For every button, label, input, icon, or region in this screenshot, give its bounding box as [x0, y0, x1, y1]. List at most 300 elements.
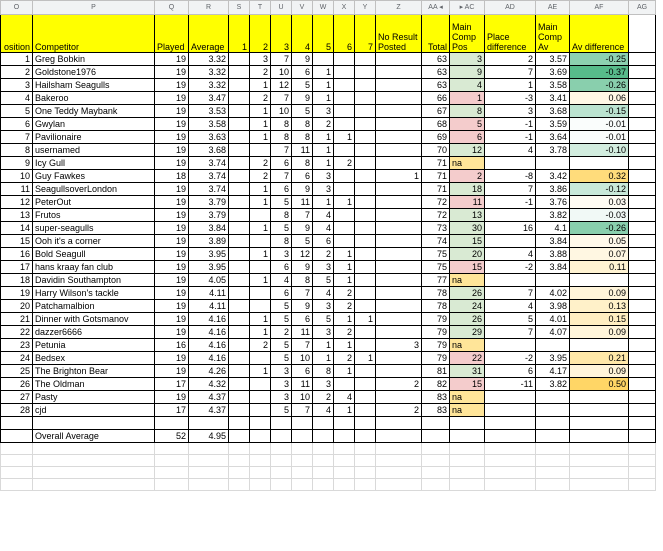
- table-cell[interactable]: 2: [313, 391, 334, 404]
- table-cell[interactable]: 3: [313, 261, 334, 274]
- table-cell[interactable]: 83: [422, 404, 450, 417]
- table-cell[interactable]: [250, 261, 271, 274]
- table-cell[interactable]: 4: [334, 391, 355, 404]
- table-cell[interactable]: [355, 79, 376, 92]
- header-cell[interactable]: 6: [334, 15, 355, 53]
- table-cell[interactable]: 1: [250, 326, 271, 339]
- table-cell[interactable]: 9: [1, 157, 33, 170]
- table-cell[interactable]: hans kraay fan club: [33, 261, 155, 274]
- table-cell[interactable]: 5: [292, 105, 313, 118]
- table-cell[interactable]: 83: [422, 391, 450, 404]
- table-cell[interactable]: 5: [271, 196, 292, 209]
- table-cell[interactable]: [629, 365, 656, 378]
- header-cell[interactable]: 1: [229, 15, 250, 53]
- header-cell[interactable]: 5: [313, 15, 334, 53]
- table-cell[interactable]: 19: [155, 248, 189, 261]
- table-cell[interactable]: 7: [1, 131, 33, 144]
- table-cell[interactable]: Greg Bobkin: [33, 53, 155, 66]
- header-cell[interactable]: [629, 15, 656, 53]
- table-cell[interactable]: 4: [485, 144, 536, 157]
- table-cell[interactable]: [229, 222, 250, 235]
- table-cell[interactable]: [376, 455, 422, 467]
- table-cell[interactable]: 2: [334, 352, 355, 365]
- table-cell[interactable]: [355, 196, 376, 209]
- table-cell[interactable]: 1: [334, 339, 355, 352]
- table-cell[interactable]: [570, 455, 629, 467]
- table-cell[interactable]: 6: [292, 365, 313, 378]
- table-cell[interactable]: [250, 479, 271, 491]
- table-cell[interactable]: [536, 430, 570, 443]
- table-cell[interactable]: [376, 313, 422, 326]
- table-cell[interactable]: SeagullsoverLondon: [33, 183, 155, 196]
- table-cell[interactable]: 1: [250, 222, 271, 235]
- table-cell[interactable]: 5: [292, 235, 313, 248]
- table-cell[interactable]: Petunia: [33, 339, 155, 352]
- table-cell[interactable]: [334, 183, 355, 196]
- table-cell[interactable]: [292, 443, 313, 455]
- table-cell[interactable]: 0.15: [570, 313, 629, 326]
- table-cell[interactable]: [355, 455, 376, 467]
- table-cell[interactable]: 1: [313, 339, 334, 352]
- table-cell[interactable]: 5: [313, 274, 334, 287]
- table-cell[interactable]: 79: [422, 313, 450, 326]
- table-cell[interactable]: 19: [155, 261, 189, 274]
- table-cell[interactable]: [355, 248, 376, 261]
- table-cell[interactable]: The Oldman: [33, 378, 155, 391]
- table-cell[interactable]: 7: [271, 170, 292, 183]
- table-cell[interactable]: [229, 66, 250, 79]
- table-cell[interactable]: [629, 287, 656, 300]
- table-cell[interactable]: 16: [485, 222, 536, 235]
- table-cell[interactable]: [629, 53, 656, 66]
- table-cell[interactable]: -0.01: [570, 131, 629, 144]
- table-cell[interactable]: 1: [334, 404, 355, 417]
- table-cell[interactable]: [229, 105, 250, 118]
- table-cell[interactable]: [355, 118, 376, 131]
- header-cell[interactable]: 2: [250, 15, 271, 53]
- table-cell[interactable]: 4: [313, 287, 334, 300]
- table-cell[interactable]: [271, 467, 292, 479]
- table-cell[interactable]: 3.32: [189, 66, 229, 79]
- table-cell[interactable]: 7: [485, 66, 536, 79]
- table-cell[interactable]: 27: [1, 391, 33, 404]
- header-cell[interactable]: Main Comp Pos: [450, 15, 485, 53]
- table-cell[interactable]: 26: [450, 287, 485, 300]
- table-cell[interactable]: 19: [155, 300, 189, 313]
- table-cell[interactable]: 20: [450, 248, 485, 261]
- table-cell[interactable]: [155, 417, 189, 430]
- table-cell[interactable]: 2: [334, 326, 355, 339]
- table-cell[interactable]: na: [450, 391, 485, 404]
- table-cell[interactable]: [229, 157, 250, 170]
- table-cell[interactable]: 3.84: [536, 235, 570, 248]
- table-cell[interactable]: [229, 313, 250, 326]
- table-cell[interactable]: 2: [271, 326, 292, 339]
- table-cell[interactable]: 3: [271, 378, 292, 391]
- table-cell[interactable]: [570, 339, 629, 352]
- table-cell[interactable]: [155, 479, 189, 491]
- table-cell[interactable]: 10: [292, 352, 313, 365]
- table-cell[interactable]: -1: [485, 196, 536, 209]
- table-cell[interactable]: [355, 287, 376, 300]
- table-cell[interactable]: 1: [334, 274, 355, 287]
- table-cell[interactable]: [629, 235, 656, 248]
- table-cell[interactable]: [629, 455, 656, 467]
- table-cell[interactable]: 5: [271, 352, 292, 365]
- column-header[interactable]: R: [189, 1, 229, 15]
- table-cell[interactable]: 1: [313, 157, 334, 170]
- table-cell[interactable]: Patchamalbion: [33, 300, 155, 313]
- table-cell[interactable]: [250, 144, 271, 157]
- table-cell[interactable]: 23: [1, 339, 33, 352]
- table-cell[interactable]: 4: [313, 404, 334, 417]
- table-cell[interactable]: Harry Wilson's tackle: [33, 287, 155, 300]
- table-cell[interactable]: 19: [155, 313, 189, 326]
- table-cell[interactable]: 3.58: [536, 79, 570, 92]
- table-cell[interactable]: 9: [292, 53, 313, 66]
- table-cell[interactable]: [355, 222, 376, 235]
- table-cell[interactable]: 7: [292, 287, 313, 300]
- table-cell[interactable]: 8: [271, 118, 292, 131]
- table-cell[interactable]: 5: [271, 300, 292, 313]
- table-cell[interactable]: [292, 455, 313, 467]
- table-cell[interactable]: 5: [271, 313, 292, 326]
- table-cell[interactable]: [376, 352, 422, 365]
- table-cell[interactable]: [629, 66, 656, 79]
- table-cell[interactable]: [536, 404, 570, 417]
- table-cell[interactable]: [536, 157, 570, 170]
- table-cell[interactable]: 72: [422, 196, 450, 209]
- table-cell[interactable]: 77: [422, 274, 450, 287]
- table-cell[interactable]: 1: [250, 183, 271, 196]
- table-cell[interactable]: [229, 79, 250, 92]
- table-cell[interactable]: 2: [1, 66, 33, 79]
- header-cell[interactable]: Competitor: [33, 15, 155, 53]
- table-cell[interactable]: 2: [250, 170, 271, 183]
- table-cell[interactable]: 8: [271, 209, 292, 222]
- table-cell[interactable]: 0.32: [570, 170, 629, 183]
- table-cell[interactable]: [1, 467, 33, 479]
- table-cell[interactable]: [355, 479, 376, 491]
- table-cell[interactable]: [155, 443, 189, 455]
- table-cell[interactable]: [271, 430, 292, 443]
- table-cell[interactable]: [376, 479, 422, 491]
- table-cell[interactable]: [422, 417, 450, 430]
- table-cell[interactable]: 7: [271, 144, 292, 157]
- table-cell[interactable]: 18: [1, 274, 33, 287]
- table-cell[interactable]: 2: [250, 92, 271, 105]
- table-cell[interactable]: 6: [271, 287, 292, 300]
- table-cell[interactable]: 4.02: [536, 287, 570, 300]
- table-cell[interactable]: 6: [450, 131, 485, 144]
- table-cell[interactable]: 9: [292, 92, 313, 105]
- table-cell[interactable]: 12: [1, 196, 33, 209]
- table-cell[interactable]: [536, 391, 570, 404]
- table-cell[interactable]: [629, 261, 656, 274]
- table-cell[interactable]: 24: [450, 300, 485, 313]
- table-cell[interactable]: [355, 378, 376, 391]
- table-cell[interactable]: 4.37: [189, 391, 229, 404]
- table-cell[interactable]: [629, 105, 656, 118]
- table-cell[interactable]: 19: [155, 391, 189, 404]
- table-cell[interactable]: [376, 430, 422, 443]
- table-cell[interactable]: [485, 157, 536, 170]
- table-cell[interactable]: 15: [1, 235, 33, 248]
- table-cell[interactable]: 79: [422, 352, 450, 365]
- table-cell[interactable]: [229, 326, 250, 339]
- table-cell[interactable]: 19: [155, 209, 189, 222]
- table-cell[interactable]: 4.26: [189, 365, 229, 378]
- table-cell[interactable]: 26: [450, 313, 485, 326]
- table-cell[interactable]: [536, 274, 570, 287]
- table-cell[interactable]: 19: [155, 365, 189, 378]
- table-cell[interactable]: 12: [450, 144, 485, 157]
- table-cell[interactable]: 3.42: [536, 170, 570, 183]
- table-cell[interactable]: 14: [1, 222, 33, 235]
- table-cell[interactable]: [376, 92, 422, 105]
- table-cell[interactable]: [334, 467, 355, 479]
- table-cell[interactable]: 1: [250, 248, 271, 261]
- table-cell[interactable]: Dinner with Gotsmanov: [33, 313, 155, 326]
- table-cell[interactable]: [250, 417, 271, 430]
- table-cell[interactable]: 1: [250, 118, 271, 131]
- table-cell[interactable]: 11: [450, 196, 485, 209]
- table-cell[interactable]: [629, 404, 656, 417]
- table-cell[interactable]: 11: [292, 196, 313, 209]
- table-cell[interactable]: 4.16: [189, 313, 229, 326]
- table-cell[interactable]: 5: [450, 118, 485, 131]
- table-cell[interactable]: 16: [1, 248, 33, 261]
- column-header[interactable]: Q: [155, 1, 189, 15]
- table-cell[interactable]: [376, 391, 422, 404]
- table-cell[interactable]: [229, 92, 250, 105]
- table-cell[interactable]: 2: [376, 404, 422, 417]
- table-cell[interactable]: 81: [422, 365, 450, 378]
- table-cell[interactable]: [334, 53, 355, 66]
- table-cell[interactable]: [334, 430, 355, 443]
- table-cell[interactable]: 12: [271, 79, 292, 92]
- table-cell[interactable]: [229, 274, 250, 287]
- table-cell[interactable]: 11: [292, 378, 313, 391]
- table-cell[interactable]: 5: [292, 79, 313, 92]
- table-cell[interactable]: -2: [485, 352, 536, 365]
- table-cell[interactable]: 4.16: [189, 339, 229, 352]
- table-cell[interactable]: Bedsex: [33, 352, 155, 365]
- table-cell[interactable]: 8: [292, 157, 313, 170]
- table-cell[interactable]: na: [450, 157, 485, 170]
- table-cell[interactable]: [313, 53, 334, 66]
- table-cell[interactable]: [334, 144, 355, 157]
- table-cell[interactable]: -0.26: [570, 79, 629, 92]
- table-cell[interactable]: 3.74: [189, 183, 229, 196]
- table-cell[interactable]: [292, 430, 313, 443]
- table-cell[interactable]: 7: [485, 287, 536, 300]
- table-cell[interactable]: [629, 209, 656, 222]
- table-cell[interactable]: Goldstone1976: [33, 66, 155, 79]
- table-cell[interactable]: [570, 467, 629, 479]
- table-cell[interactable]: 28: [1, 404, 33, 417]
- table-cell[interactable]: 1: [334, 313, 355, 326]
- column-header[interactable]: AF: [570, 1, 629, 15]
- table-cell[interactable]: [292, 417, 313, 430]
- table-cell[interactable]: [629, 131, 656, 144]
- table-cell[interactable]: 0.09: [570, 287, 629, 300]
- table-cell[interactable]: [229, 479, 250, 491]
- table-cell[interactable]: 30: [450, 222, 485, 235]
- table-cell[interactable]: [250, 443, 271, 455]
- table-cell[interactable]: 31: [450, 365, 485, 378]
- table-cell[interactable]: [334, 417, 355, 430]
- table-cell[interactable]: [355, 300, 376, 313]
- table-cell[interactable]: 3.88: [536, 248, 570, 261]
- table-cell[interactable]: 6: [292, 66, 313, 79]
- table-cell[interactable]: 22: [1, 326, 33, 339]
- table-cell[interactable]: [570, 443, 629, 455]
- table-cell[interactable]: [334, 235, 355, 248]
- table-cell[interactable]: [334, 443, 355, 455]
- table-cell[interactable]: 15: [450, 378, 485, 391]
- table-cell[interactable]: 26: [1, 378, 33, 391]
- table-cell[interactable]: Davidin Southampton: [33, 274, 155, 287]
- table-cell[interactable]: [570, 417, 629, 430]
- table-cell[interactable]: [485, 274, 536, 287]
- table-cell[interactable]: [250, 235, 271, 248]
- header-cell[interactable]: Av difference: [570, 15, 629, 53]
- table-cell[interactable]: [536, 455, 570, 467]
- table-cell[interactable]: 71: [422, 157, 450, 170]
- table-cell[interactable]: [629, 300, 656, 313]
- table-cell[interactable]: [334, 479, 355, 491]
- table-cell[interactable]: 3.95: [189, 248, 229, 261]
- header-cell[interactable]: Place difference: [485, 15, 536, 53]
- table-cell[interactable]: 3.32: [189, 53, 229, 66]
- table-cell[interactable]: 78: [422, 287, 450, 300]
- table-cell[interactable]: [629, 391, 656, 404]
- table-cell[interactable]: 75: [422, 261, 450, 274]
- column-header[interactable]: AG: [629, 1, 656, 15]
- table-cell[interactable]: 7: [271, 92, 292, 105]
- table-cell[interactable]: Bold Seagull: [33, 248, 155, 261]
- table-cell[interactable]: [355, 92, 376, 105]
- column-header[interactable]: P: [33, 1, 155, 15]
- table-cell[interactable]: [450, 443, 485, 455]
- table-cell[interactable]: [570, 274, 629, 287]
- table-cell[interactable]: [376, 53, 422, 66]
- table-cell[interactable]: 1: [334, 196, 355, 209]
- table-cell[interactable]: [570, 404, 629, 417]
- table-cell[interactable]: [376, 235, 422, 248]
- table-cell[interactable]: dazzer6666: [33, 326, 155, 339]
- table-cell[interactable]: [33, 467, 155, 479]
- header-cell[interactable]: Played: [155, 15, 189, 53]
- table-cell[interactable]: 63: [422, 53, 450, 66]
- table-cell[interactable]: 67: [422, 105, 450, 118]
- column-header[interactable]: AD: [485, 1, 536, 15]
- table-cell[interactable]: 19: [155, 183, 189, 196]
- column-header[interactable]: S: [229, 1, 250, 15]
- table-cell[interactable]: 66: [422, 92, 450, 105]
- column-header[interactable]: U: [271, 1, 292, 15]
- table-cell[interactable]: 1: [334, 248, 355, 261]
- table-cell[interactable]: 6: [292, 313, 313, 326]
- table-cell[interactable]: [376, 144, 422, 157]
- table-cell[interactable]: [422, 455, 450, 467]
- table-cell[interactable]: 19: [155, 105, 189, 118]
- table-cell[interactable]: [229, 339, 250, 352]
- table-cell[interactable]: Bakeroo: [33, 92, 155, 105]
- table-cell[interactable]: 3: [313, 105, 334, 118]
- table-cell[interactable]: 3.57: [536, 53, 570, 66]
- table-cell[interactable]: 13: [450, 209, 485, 222]
- table-cell[interactable]: [536, 443, 570, 455]
- table-cell[interactable]: [334, 79, 355, 92]
- table-cell[interactable]: [376, 131, 422, 144]
- table-cell[interactable]: [229, 53, 250, 66]
- table-cell[interactable]: 1: [334, 131, 355, 144]
- table-cell[interactable]: 3.79: [189, 209, 229, 222]
- table-cell[interactable]: [189, 479, 229, 491]
- table-cell[interactable]: 1: [250, 79, 271, 92]
- table-cell[interactable]: [485, 455, 536, 467]
- table-cell[interactable]: [450, 467, 485, 479]
- table-cell[interactable]: [376, 222, 422, 235]
- table-cell[interactable]: 5: [313, 313, 334, 326]
- table-cell[interactable]: na: [450, 274, 485, 287]
- table-cell[interactable]: [355, 467, 376, 479]
- table-cell[interactable]: 3: [485, 105, 536, 118]
- table-cell[interactable]: [376, 79, 422, 92]
- table-cell[interactable]: 5: [1, 105, 33, 118]
- table-cell[interactable]: [629, 118, 656, 131]
- table-cell[interactable]: 19: [155, 79, 189, 92]
- table-cell[interactable]: 11: [1, 183, 33, 196]
- header-cell[interactable]: 7: [355, 15, 376, 53]
- table-cell[interactable]: 9: [292, 222, 313, 235]
- table-cell[interactable]: 2: [334, 157, 355, 170]
- table-cell[interactable]: [485, 391, 536, 404]
- table-cell[interactable]: [629, 326, 656, 339]
- table-cell[interactable]: [250, 352, 271, 365]
- table-cell[interactable]: [355, 391, 376, 404]
- table-cell[interactable]: [313, 430, 334, 443]
- table-cell[interactable]: 19: [155, 118, 189, 131]
- table-cell[interactable]: 6: [271, 261, 292, 274]
- table-cell[interactable]: [189, 455, 229, 467]
- table-cell[interactable]: [334, 118, 355, 131]
- table-cell[interactable]: 3.84: [536, 261, 570, 274]
- table-cell[interactable]: [450, 479, 485, 491]
- table-cell[interactable]: 7: [485, 326, 536, 339]
- table-cell[interactable]: 5: [271, 339, 292, 352]
- table-cell[interactable]: [229, 430, 250, 443]
- table-cell[interactable]: 3.82: [536, 378, 570, 391]
- table-cell[interactable]: [536, 479, 570, 491]
- table-cell[interactable]: 19: [155, 53, 189, 66]
- table-cell[interactable]: 70: [422, 144, 450, 157]
- table-cell[interactable]: [629, 144, 656, 157]
- table-cell[interactable]: 9: [292, 300, 313, 313]
- table-cell[interactable]: [250, 209, 271, 222]
- header-cell[interactable]: Main Comp Av: [536, 15, 570, 53]
- table-cell[interactable]: 2: [334, 300, 355, 313]
- table-cell[interactable]: 2: [334, 287, 355, 300]
- table-cell[interactable]: [355, 144, 376, 157]
- table-cell[interactable]: -0.01: [570, 118, 629, 131]
- table-cell[interactable]: [229, 352, 250, 365]
- table-cell[interactable]: [1, 479, 33, 491]
- table-cell[interactable]: 0.07: [570, 248, 629, 261]
- table-cell[interactable]: [570, 157, 629, 170]
